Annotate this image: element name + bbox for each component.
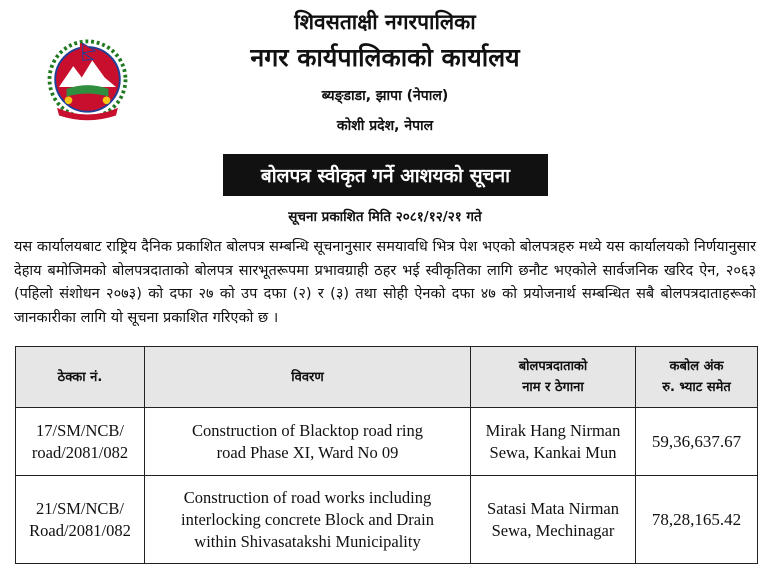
description-cell [145,408,471,476]
publication-date: सूचना प्रकाशित मिति २०८१/१२/२१ गते [288,209,482,225]
header-amount [636,347,758,408]
header-amount-line2: रु. भ्याट समेत [662,380,731,395]
header-contract-no: ठेक्का नं. [16,347,145,408]
office-address: ब्यङ्डाडा, झापा (नेपाल) [321,88,449,104]
contract-no-line1: 17/SM/NCB/ [35,420,125,440]
bidder-cell [471,476,636,564]
bidder-line1: Satasi Mata Nirman [487,498,619,518]
header-bidder-line2: नाम र ठेगाना [522,380,584,395]
amount-cell: 78,28,165.42 [636,476,758,564]
description-cell [145,476,471,564]
description-line2: interlocking concrete Block and Drain [181,509,434,529]
bidder-line2: Sewa, Kankai Mun [489,442,617,462]
table-row [16,408,758,476]
contract-no-line2: road/2081/082 [31,442,129,462]
description-line2: road Phase XI, Ward No 09 [216,442,399,462]
contract-no-cell [16,408,145,476]
description-line1: Construction of Blacktop road ring [192,420,423,440]
province-name: कोशी प्रदेश, नेपाल [336,118,434,134]
description-line3: within Shivasatakshi Municipality [194,531,421,551]
award-table [15,346,758,564]
header-amount-line1: कबोल अंक [669,359,724,374]
amount-cell: 59,36,637.67 [636,408,758,476]
table-header-row [16,347,758,408]
notice-title-banner [223,154,548,196]
contract-no-line2: Road/2081/082 [29,520,131,540]
header-bidder [471,347,636,408]
bidder-cell [471,408,636,476]
bidder-line1: Mirak Hang Nirman [485,420,621,440]
description-line1: Construction of road works including [183,487,432,507]
header-description: विवरण [145,347,471,408]
notice-title: बोलपत्र स्वीकृत गर्ने आशयको सूचना [260,165,511,187]
municipality-name: शिवसताक्षी नगरपालिका [294,10,476,34]
contract-no-cell [16,476,145,564]
bidder-line2: Sewa, Mechinagar [491,520,615,540]
notice-body-text: यस कार्यालयबाट राष्ट्रिय दैनिक प्रकाशित बोलपत्र सम्बन्धि सूचनानुसार समयावधि भित्र पेश भएको बोलपत्रहरु मध्ये यस कार्यालयको निर्णयानुसार देहाय बमोजिमको बोलपत्रदाताको बोलपत्र सारभूतरूपमा प्रभावग्राही ठहर भई स्वीकृतिका लागि छनौट भएकोले सार्वजनिक खरिद ऐन, २०६३ (पहिलो संशोधन २०७३) को दफा २७ को उप दफा (२) र (३) तथा सोही ऐनको दफा ४७ को प्रयोजनार्थ सम्बन्धित सबै बोलपत्रदाताहरूको जानकारीका लागि यो सूचना प्रकाशित गरिएको छ । [14,239,756,326]
office-name: नगर कार्यपालिकाको कार्यालय [250,43,520,72]
contract-no-line1: 21/SM/NCB/ [35,498,125,518]
table-row [16,476,758,564]
header-bidder-line1: बोलपत्रदाताको [518,359,588,374]
